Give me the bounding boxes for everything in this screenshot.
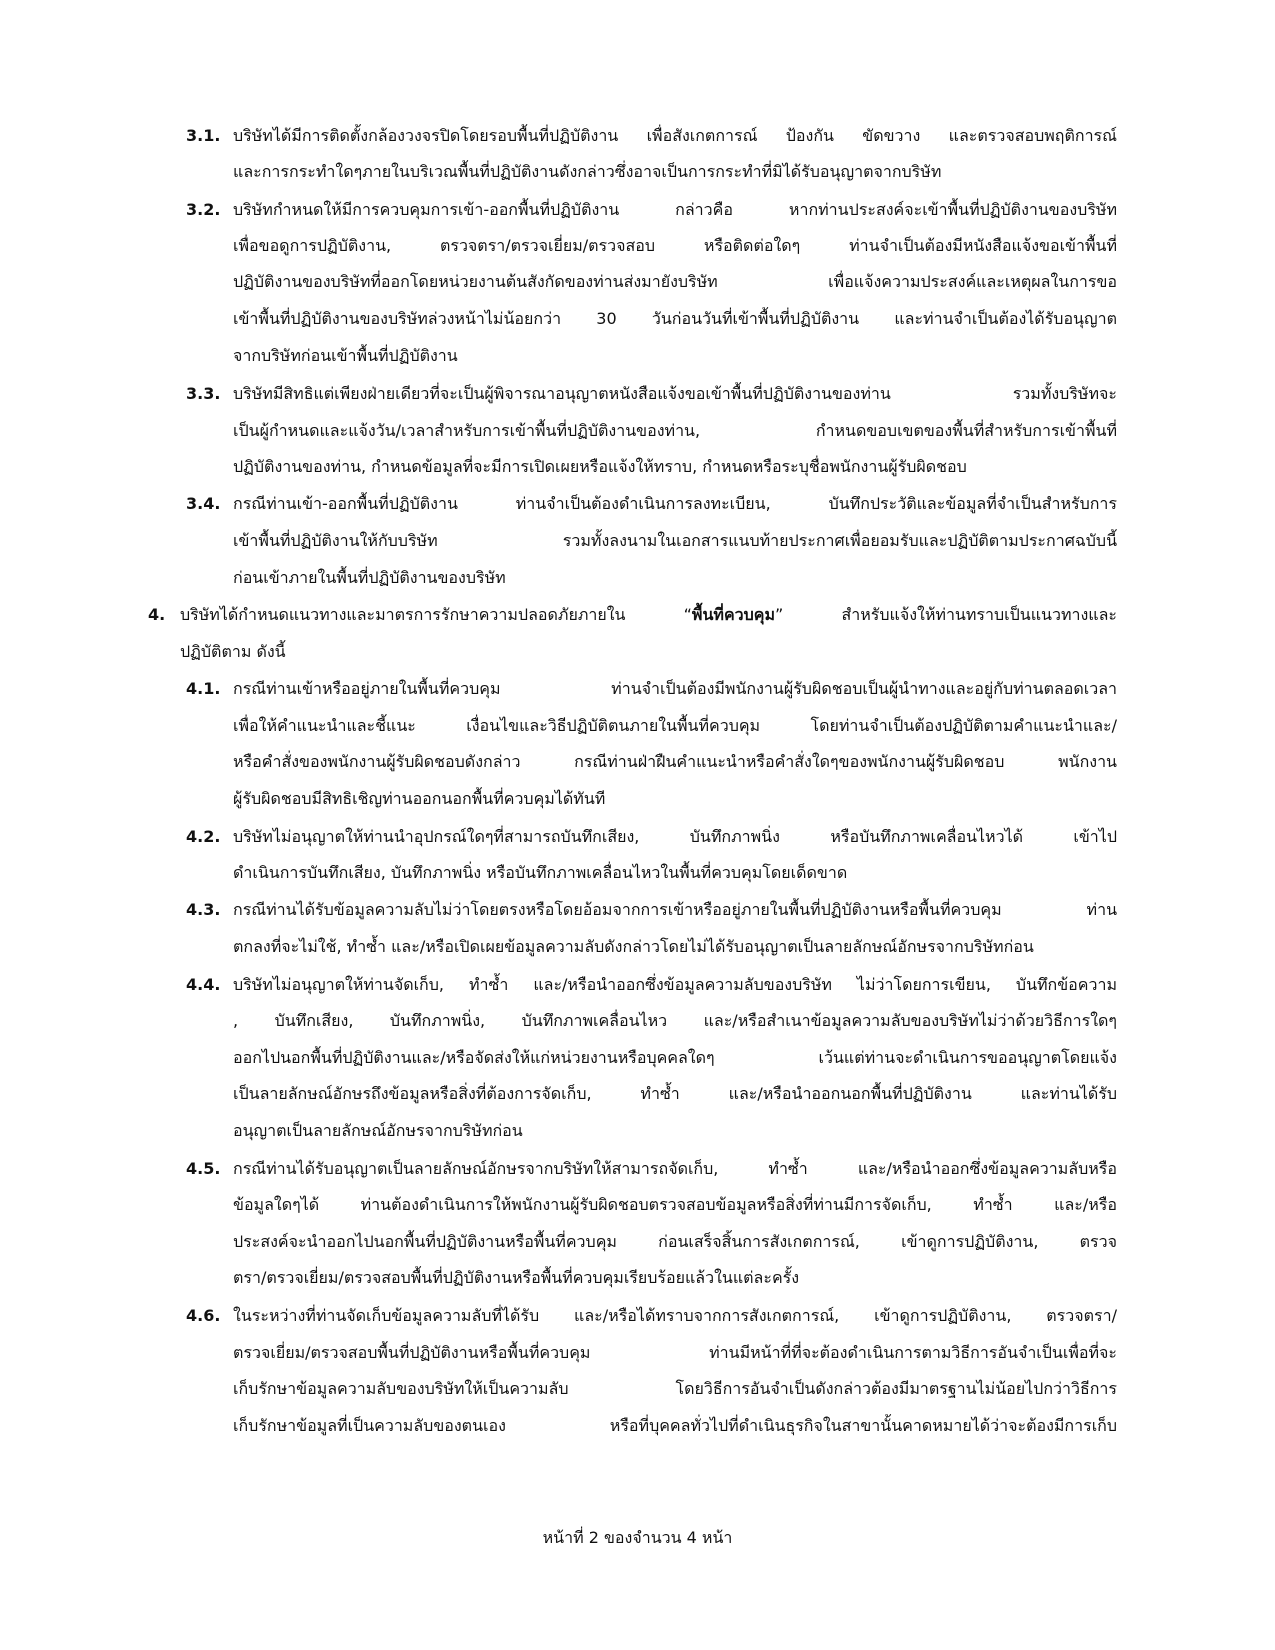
paragraph-line: เก็บรักษาข้อมูลที่เป็นความลับของตนเอง หรือที่บุคคลทั่วไปที่ดำเนินธุรกิจในสาขานั้นคาดหมายได้ว่าจะต้องมีการเก็บ — [233, 1416, 1117, 1435]
paragraph-line: , บันทึกเสียง, บันทึกภาพนิ่ง, บันทึกภาพเคลื่อนไหว และ/หรือสำเนาข้อมูลความลับของบริษัทไม่ว่าด้วยวิธีการใดๆ — [233, 1011, 1117, 1030]
paragraph-line: ปฏิบัติตาม ดังนี้ — [180, 642, 286, 661]
paragraph-line: บริษัทได้กำหนดแนวทางและมาตรการรักษาความปลอดภัยภายใน “พื้นที่ควบคุม” สำหรับแจ้งให้ท่านทราบเป็นแนวทางและ — [180, 605, 1117, 624]
paragraph-line: ข้อมูลใดๆได้ ท่านต้องดำเนินการให้พนักงานผู้รับผิดชอบตรวจสอบข้อมูลหรือสิ่งที่ท่านมีการจัดเก็บ, ทำซ้ำ และ/หรือ — [233, 1195, 1117, 1214]
paragraph-line: ประสงค์จะนำออกไปนอกพื้นที่ปฏิบัติงานหรือพื้นที่ควบคุม ก่อนเสร็จสิ้นการสังเกตการณ์, เข้าดูการปฏิบัติงาน, ตรวจ — [233, 1232, 1117, 1251]
paragraph-line: ตรา/ตรวจเยี่ยม/ตรวจสอบพื้นที่ปฏิบัติงานหรือพื้นที่ควบคุมเรียบร้อยแล้วในแต่ละครั้ง — [233, 1268, 800, 1287]
item-number: 4.2. — [186, 827, 221, 846]
paragraph-line: เพื่อขอดูการปฏิบัติงาน, ตรวจตรา/ตรวจเยี่ยม/ตรวจสอบ หรือติดต่อใดๆ ท่านจำเป็นต้องมีหนังสือแจ้งขอเข้าพื้นที่ — [233, 236, 1117, 255]
paragraph-line: จากบริษัทก่อนเข้าพื้นที่ปฏิบัติงาน — [233, 346, 458, 365]
paragraph-line: และการกระทำใดๆภายในบริเวณพื้นที่ปฏิบัติงานดังกล่าวซึ่งอาจเป็นการกระทำที่มิได้รับอนุญาตจากบริษัท — [233, 162, 942, 181]
paragraph-line: ก่อนเข้าภายในพื้นที่ปฏิบัติงานของบริษัท — [233, 568, 506, 587]
item-number: 4.1. — [186, 679, 221, 698]
item-number: 3.4. — [186, 494, 221, 513]
paragraph-line: ในระหว่างที่ท่านจัดเก็บข้อมูลความลับที่ได้รับ และ/หรือได้ทราบจากการสังเกตการณ์, เข้าดูการปฏิบัติงาน, ตรวจตรา/ — [233, 1306, 1117, 1325]
paragraph-line: เก็บรักษาข้อมูลความลับของบริษัทให้เป็นความลับ โดยวิธีการอันจำเป็นดังกล่าวต้องมีมาตรฐานไม่น้อยไปกว่าวิธีการ — [233, 1379, 1117, 1398]
paragraph-line: บริษัทได้มีการติดตั้งกล้องวงจรปิดโดยรอบพื้นที่ปฏิบัติงาน เพื่อสังเกตการณ์ ป้องกัน ขัดขวาง และตรวจสอบพฤติการณ์ — [233, 126, 1117, 145]
paragraph-line: บริษัทไม่อนุญาตให้ท่านจัดเก็บ, ทำซ้ำ และ/หรือนำออกซึ่งข้อมูลความลับของบริษัท ไม่ว่าโดยการเขียน, บันทึกข้อความ — [233, 975, 1117, 994]
paragraph-line: กรณีท่านเข้า-ออกพื้นที่ปฏิบัติงาน ท่านจำเป็นต้องดำเนินการลงทะเบียน, บันทึกประวัติและข้อมูลที่จำเป็นสำหรับการ — [233, 494, 1117, 513]
paragraph-line: ปฏิบัติงานของบริษัทที่ออกโดยหน่วยงานต้นสังกัดของท่านส่งมายังบริษัท เพื่อแจ้งความประสงค์และเหตุผลในการขอ — [233, 272, 1117, 291]
item-number: 4.6. — [186, 1306, 221, 1325]
page-footer: หน้าที่ 2 ของจำนวน 4 หน้า — [542, 1528, 733, 1547]
item-number: 4.3. — [186, 900, 221, 919]
paragraph-line: บริษัทมีสิทธิแต่เพียงฝ่ายเดียวที่จะเป็นผู้พิจารณาอนุญาตหนังสือแจ้งขอเข้าพื้นที่ปฏิบัติงานของท่าน รวมทั้งบริษัทจะ — [233, 384, 1117, 403]
paragraph-line: กรณีท่านได้รับข้อมูลความลับไม่ว่าโดยตรงหรือโดยอ้อมจากการเข้าหรืออยู่ภายในพื้นที่ปฏิบัติงานหรือพื้นที่ควบคุม ท่าน — [233, 900, 1117, 919]
paragraph-line: เพื่อให้คำแนะนำและชี้แนะ เงื่อนไขและวิธีปฏิบัติตนภายในพื้นที่ควบคุม โดยท่านจำเป็นต้องปฏิบัติตามคำแนะนำและ/ — [233, 716, 1117, 735]
paragraph-line: หรือคำสั่งของพนักงานผู้รับผิดชอบดังกล่าว กรณีท่านฝ่าฝืนคำแนะนำหรือคำสั่งใดๆของพนักงานผู้รับผิดชอบ พนักงาน — [233, 752, 1117, 771]
paragraph-line: บริษัทกำหนดให้มีการควบคุมการเข้า-ออกพื้นที่ปฏิบัติงาน กล่าวคือ หากท่านประสงค์จะเข้าพื้นที่ปฏิบัติงานของบริษัท — [233, 200, 1117, 219]
paragraph-line: ตรวจเยี่ยม/ตรวจสอบพื้นที่ปฏิบัติงานหรือพื้นที่ควบคุม ท่านมีหน้าที่ที่จะต้องดำเนินการตามวิธีการอันจำเป็นเพื่อที่จะ — [233, 1343, 1117, 1362]
paragraph-line: ดำเนินการบันทึกเสียง, บันทึกภาพนิ่ง หรือบันทึกภาพเคลื่อนไหวในพื้นที่ควบคุมโดยเด็ดขาด — [233, 863, 848, 882]
paragraph-line: ออกไปนอกพื้นที่ปฏิบัติงานและ/หรือจัดส่งให้แก่หน่วยงานหรือบุคคลใดๆ เว้นแต่ท่านจะดำเนินการขออนุญาตโดยแจ้ง — [233, 1048, 1117, 1067]
item-number: 4.4. — [186, 975, 221, 994]
paragraph-line: กรณีท่านได้รับอนุญาตเป็นลายลักษณ์อักษรจากบริษัทให้สามารถจัดเก็บ, ทำซ้ำ และ/หรือนำออกซึ่งข้อมูลความลับหรือ — [233, 1159, 1117, 1178]
paragraph-line: กรณีท่านเข้าหรืออยู่ภายในพื้นที่ควบคุม ท่านจำเป็นต้องมีพนักงานผู้รับผิดชอบเป็นผู้นำทางและอยู่กับท่านตลอดเวลา — [233, 679, 1117, 698]
item-number: 4.5. — [186, 1159, 221, 1178]
paragraph-line: เป็นผู้กำหนดและแจ้งวัน/เวลาสำหรับการเข้าพื้นที่ปฏิบัติงานของท่าน, กำหนดขอบเขตของพื้นที่สำหรับการเข้าพื้นที่ — [233, 421, 1117, 440]
item-number: 3.2. — [186, 200, 221, 219]
item-number: 3.3. — [186, 384, 221, 403]
paragraph-line: อนุญาตเป็นลายลักษณ์อักษรจากบริษัทก่อน — [233, 1121, 523, 1140]
paragraph-line: ตกลงที่จะไม่ใช้, ทำซ้ำ และ/หรือเปิดเผยข้อมูลความลับดังกล่าวโดยไม่ได้รับอนุญาตเป็นลายลักษณ์อักษรจากบริษัทก่อน — [233, 937, 1034, 956]
paragraph-line: ผู้รับผิดชอบมีสิทธิเชิญท่านออกนอกพื้นที่ควบคุมได้ทันที — [233, 789, 606, 808]
emphasis-text: พื้นที่ควบคุม — [691, 605, 776, 624]
paragraph-line: เข้าพื้นที่ปฏิบัติงานให้กับบริษัท รวมทั้งลงนามในเอกสารแนบท้ายประกาศเพื่อยอมรับและปฏิบัติตามประกาศฉบับนี้ — [233, 531, 1117, 550]
item-number: 3.1. — [186, 126, 221, 145]
paragraph-line: บริษัทไม่อนุญาตให้ท่านนำอุปกรณ์ใดๆที่สามารถบันทึกเสียง, บันทึกภาพนิ่ง หรือบันทึกภาพเคลื่อนไหวได้ เข้าไป — [233, 827, 1117, 846]
paragraph-line: เป็นลายลักษณ์อักษรถึงข้อมูลหรือสิ่งที่ต้องการจัดเก็บ, ทำซ้ำ และ/หรือนำออกนอกพื้นที่ปฏิบัติงาน และท่านได้รับ — [233, 1084, 1117, 1103]
paragraph-line: ปฏิบัติงานของท่าน, กำหนดข้อมูลที่จะมีการเปิดเผยหรือแจ้งให้ทราบ, กำหนดหรือระบุชื่อพนักงานผู้รับผิดชอบ — [233, 457, 967, 476]
paragraph-line: เข้าพื้นที่ปฏิบัติงานของบริษัทล่วงหน้าไม่น้อยกว่า 30 วันก่อนวันที่เข้าพื้นที่ปฏิบัติงาน และท่านจำเป็นต้องได้รับอนุญาต — [233, 309, 1117, 328]
item-number: 4. — [148, 605, 166, 624]
